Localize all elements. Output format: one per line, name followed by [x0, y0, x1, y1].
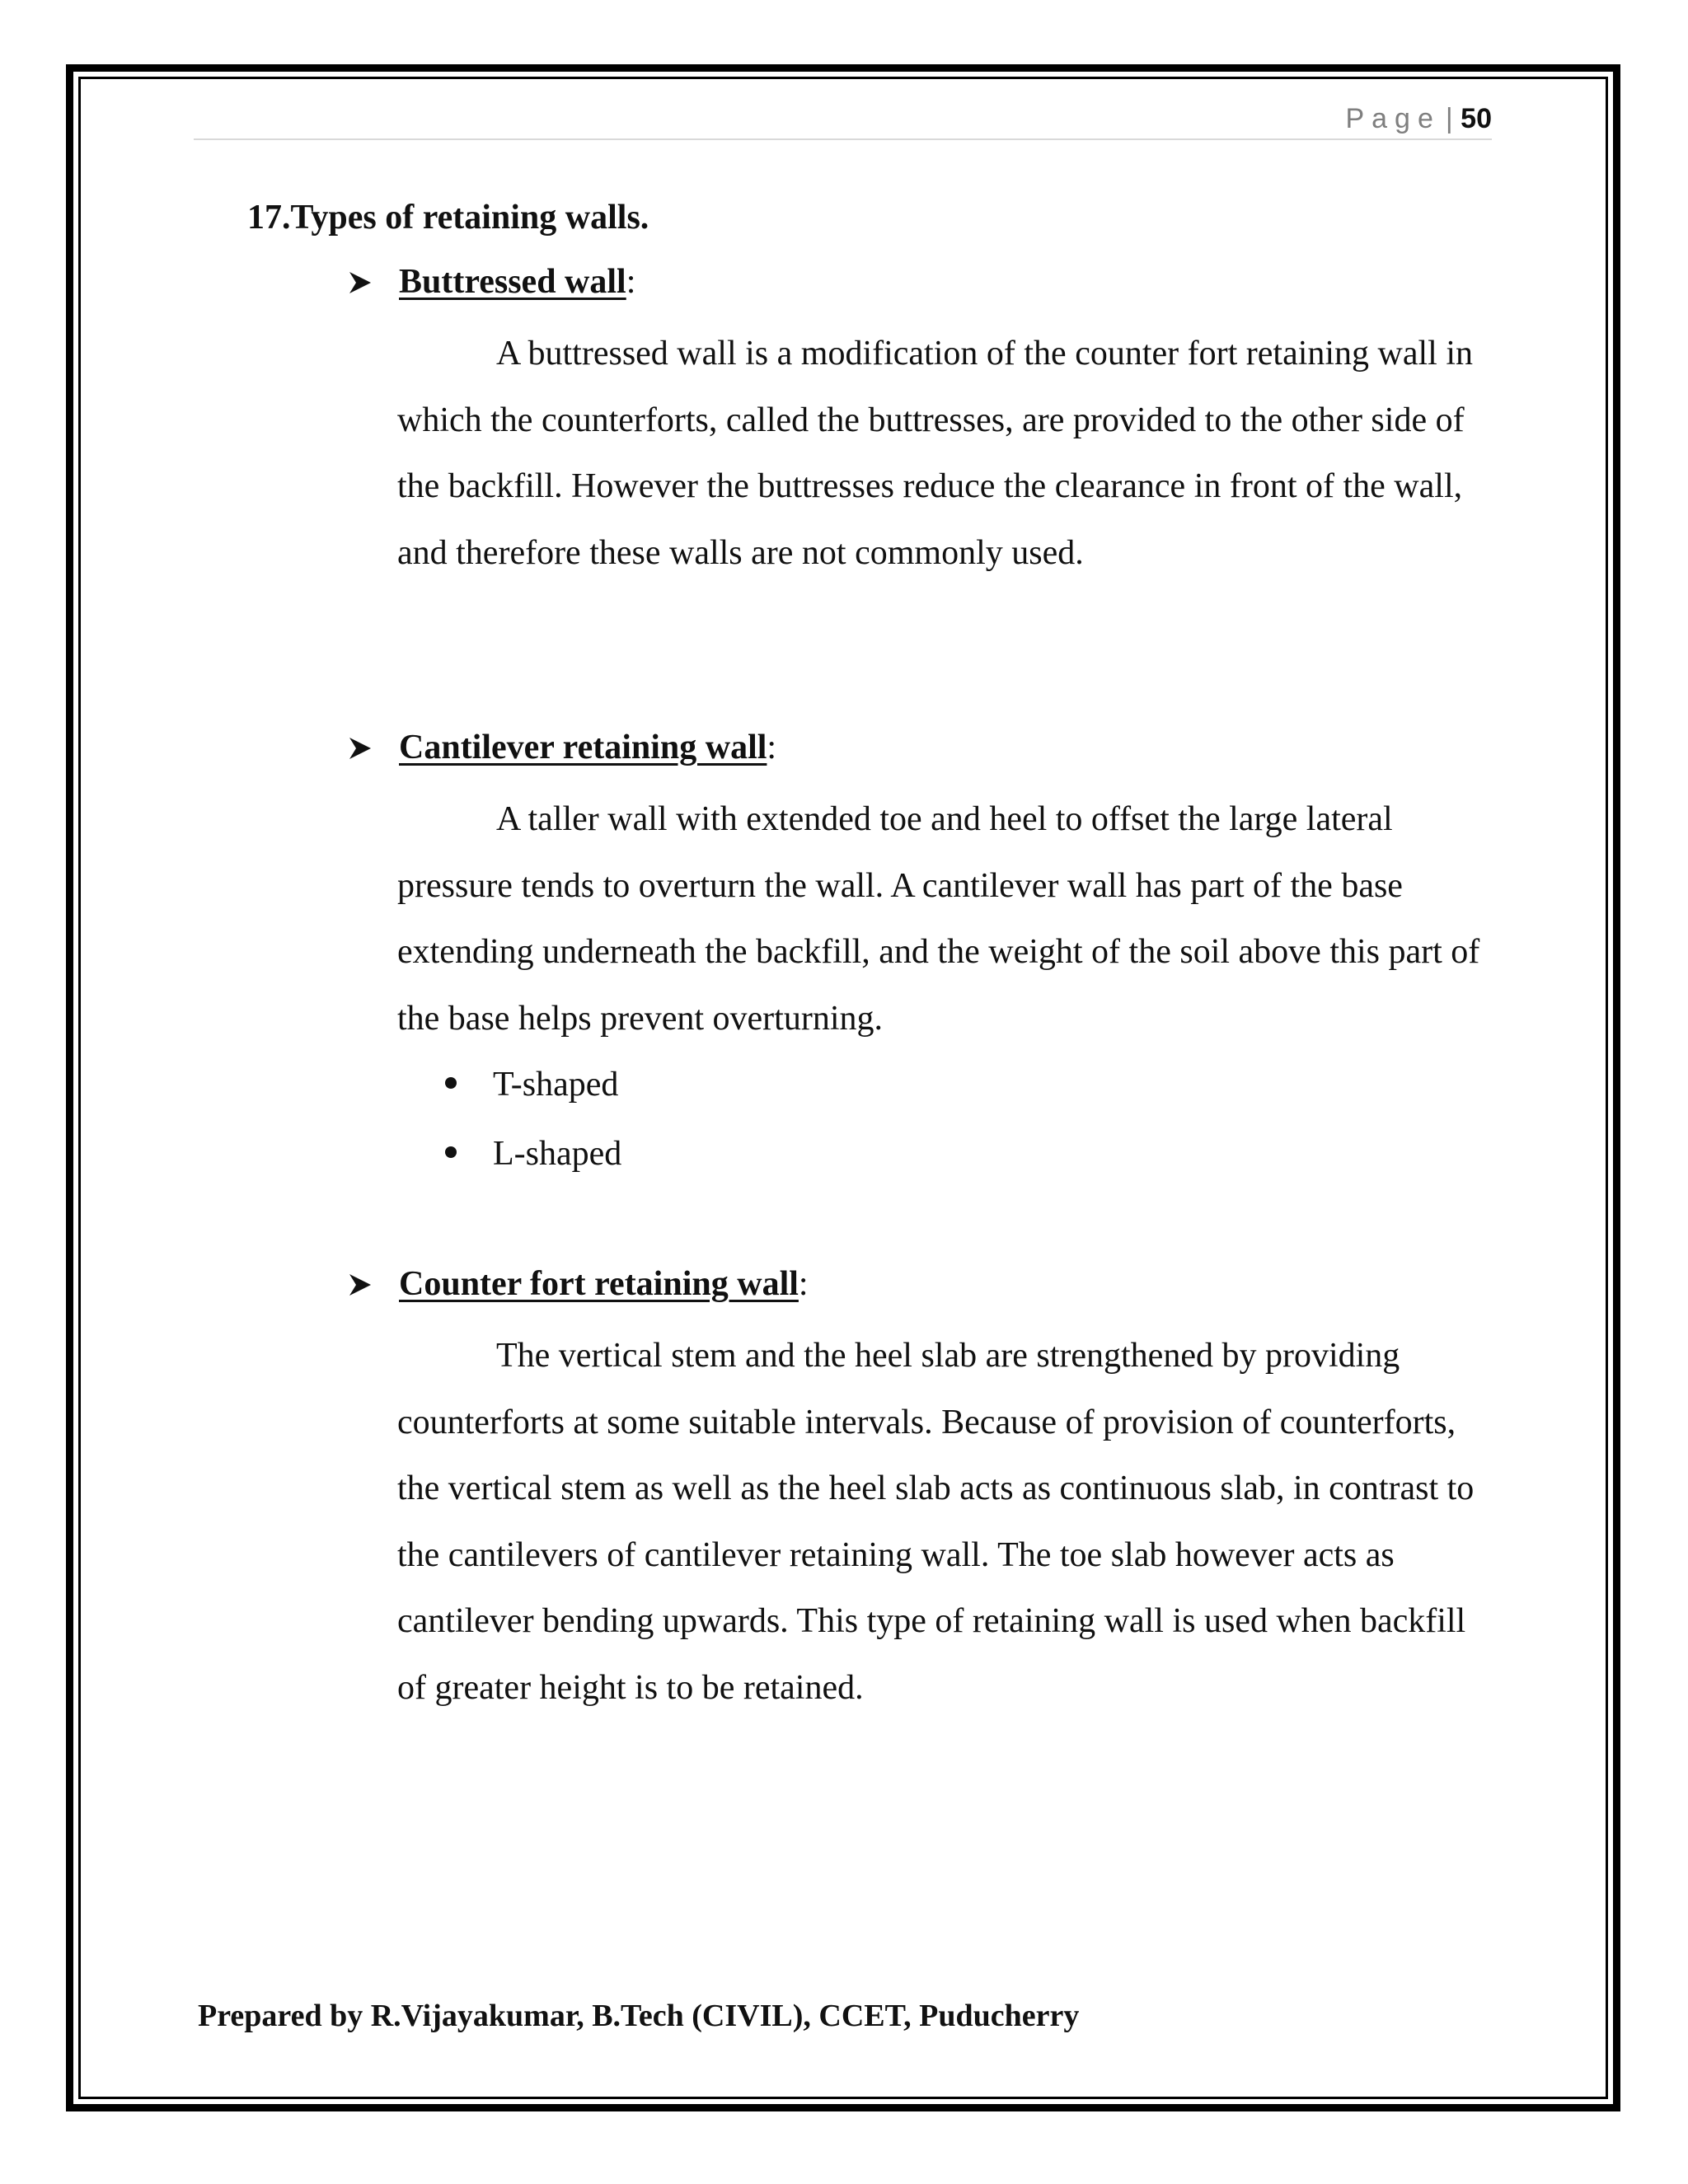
item-heading-buttressed	[346, 262, 635, 302]
heading-colon: :	[767, 729, 777, 766]
section-title: 17.Types of retaining walls.	[247, 199, 649, 237]
paragraph-cantilever: A taller wall with extended toe and heel to offset the large lateral pressure tends to overturn the wall. A cantilever wall has part of the base extending underneath the backfill, and the weight of the soil above this part of the base helps prevent overturning.	[397, 800, 1480, 1038]
bullet-item	[445, 1134, 621, 1174]
page-header	[194, 97, 1492, 140]
heading-text: Buttressed wall	[399, 263, 626, 301]
bullet-dot-icon	[445, 1077, 457, 1089]
arrowhead-bullet-icon	[346, 735, 373, 762]
bullet-text: L-shaped	[493, 1135, 622, 1173]
heading-colon: :	[626, 263, 636, 301]
heading-text: Counter fort retaining wall	[399, 1265, 799, 1303]
paragraph-buttressed: A buttressed wall is a modification of the counter fort retaining wall in which the counterforts, called the buttresses, are provided to the other side of the backfill. However the buttresses reduce the clearance in front of the wall, and therefore these walls are not commonly used.	[397, 335, 1474, 572]
item-heading-cantilever	[346, 728, 776, 767]
item-heading-counterfort	[346, 1264, 809, 1304]
footer-credit: Prepared by R.Vijayakumar, B.Tech (CIVIL), CCET, Puducherry	[198, 1999, 1080, 2033]
page-label: Page	[1345, 103, 1441, 134]
page-number: 50	[1461, 103, 1492, 134]
arrowhead-bullet-icon	[346, 269, 373, 296]
bullet-item	[445, 1065, 618, 1104]
heading-text: Cantilever retaining wall	[399, 729, 767, 766]
paragraph-counterfort: The vertical stem and the heel slab are strengthened by providing counterforts at some suitable intervals. Because of provision of counterforts, the vertical stem as well as the heel slab acts as continuous slab, in contrast to the cantilevers of cantilever retaining wall. The toe slab however acts as cantilever bending upwards. This type of retaining wall is used when backfill of greater height is to be retained.	[397, 1337, 1475, 1707]
arrowhead-bullet-icon	[346, 1272, 373, 1298]
bullet-text: T-shaped	[493, 1066, 619, 1104]
page-separator: |	[1445, 103, 1453, 134]
bullet-dot-icon	[445, 1146, 457, 1158]
heading-colon: :	[798, 1265, 809, 1303]
